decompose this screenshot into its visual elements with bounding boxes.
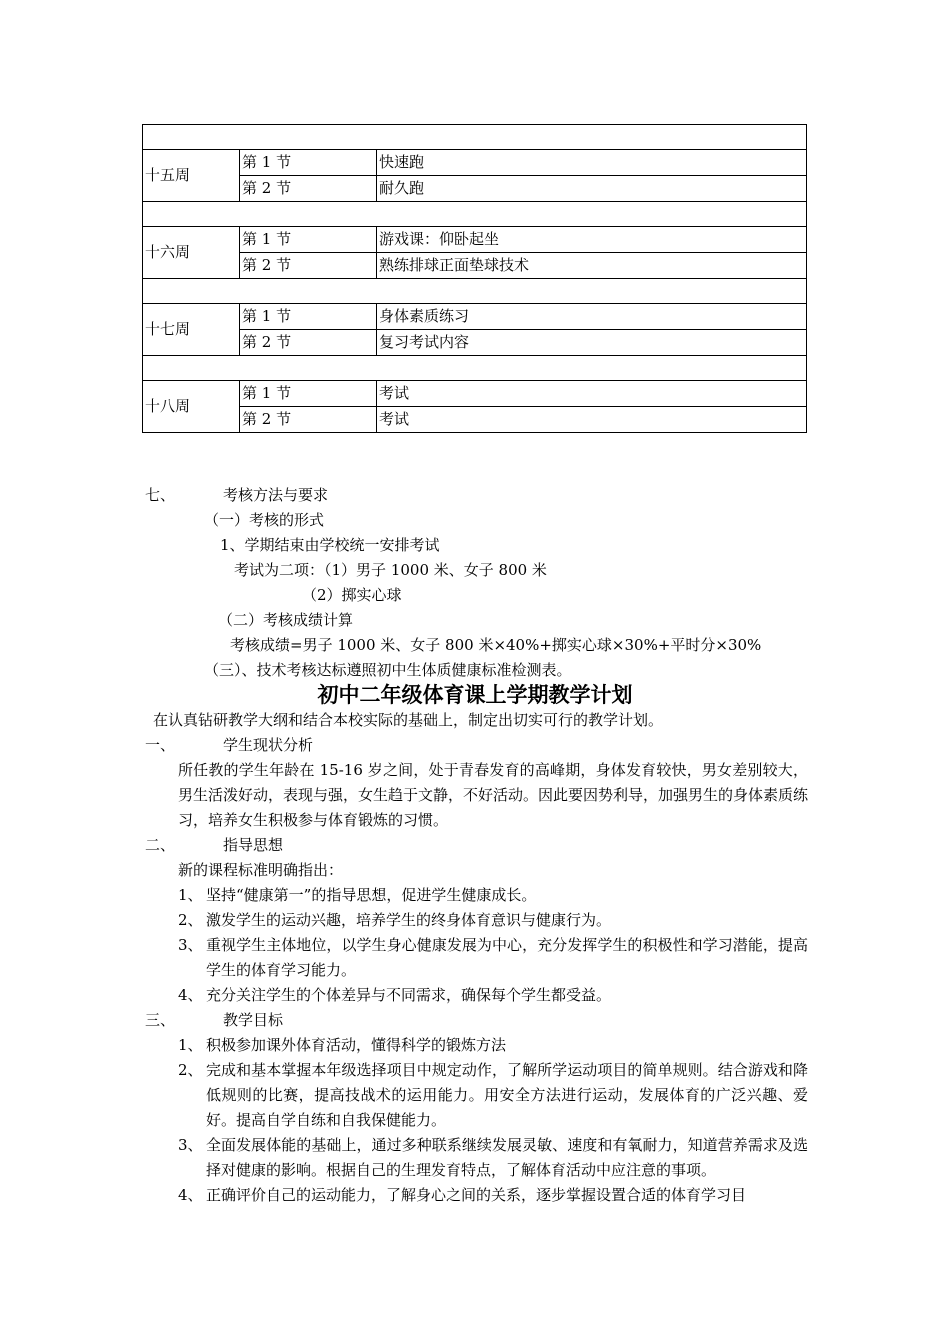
item-text: 积极参加课外体育活动，懂得科学的锻炼方法 [206,1036,507,1054]
list-item [178,933,808,983]
item-text: 充分关注学生的个体差异与不同需求，确保每个学生都受益。 [206,986,612,1004]
list-item [178,1133,808,1183]
table-row [143,330,807,356]
week-cell: 十五周 [143,150,240,202]
section-3-heading [145,1008,283,1033]
table-separator-row [143,279,807,304]
section-title: 考核方法与要求 [223,486,329,504]
section-cell: 第 1 节 [240,304,377,330]
item-text: 激发学生的运动兴趣，培养学生的终身体育意识与健康行为。 [206,911,612,929]
assessment-calc-formula: 考核成绩=男子 1000 米、女子 800 米×40%+掷实心球×30%+平时分×30% [230,636,762,654]
table-separator-row [143,202,807,227]
assessment-form-2: 考试为二项：（1）男子 1000 米、女子 800 米 [234,561,547,579]
item-number: 3、 [178,936,203,954]
table-row [143,253,807,279]
content-cell: 考试 [377,407,807,433]
table-row [143,304,807,330]
section-number: 三、 [145,1011,176,1029]
plan-intro: 在认真钻研教学大纲和结合本校实际的基础上，制定出切实可行的教学计划。 [153,711,664,729]
table-row [143,227,807,253]
assessment-standard: （三）、技术考核达标遵照初中生体质健康标准检测表。 [204,661,572,679]
item-number: 4、 [178,986,203,1004]
section-cell: 第 1 节 [240,227,377,253]
item-number: 1、 [178,886,203,904]
list-item [178,1183,808,1208]
content-cell: 身体素质练习 [377,304,807,330]
section-title: 学生现状分析 [223,736,314,754]
content-cell: 耐久跑 [377,176,807,202]
item-text: 重视学生主体地位，以学生身心健康发展为中心，充分发挥学生的积极性和学习潜能，提高学生的体育学习能力。 [206,936,808,979]
item-number: 2、 [178,911,203,929]
table-row [143,381,807,407]
assessment-form-1: 1、学期结束由学校统一安排考试 [220,536,440,554]
section-cell: 第 2 节 [240,407,377,433]
week-cell: 十六周 [143,227,240,279]
assessment-calc-title: （二）考核成绩计算 [218,611,354,629]
list-item [178,1058,808,1133]
section-1-heading [145,733,313,758]
content-cell: 考试 [377,381,807,407]
assessment-form-3: （2）掷实心球 [302,586,402,604]
list-item [178,883,808,908]
plan-title: 初中二年级体育课上学期教学计划 [317,683,633,707]
section-1-text: 所任教的学生年龄在 15-16 岁之间，处于青春发育的高峰期，身体发育较快，男女差别较大，男生活泼好动，表现与强，女生趋于文静，不好活动。因此要因势利导，加强男生的身体素质练习，培养女生积极参与体育锻炼的习惯。 [178,761,809,829]
section-2-lead: 新的课程标准明确指出： [178,861,344,879]
content-cell: 快速跑 [377,150,807,176]
item-number: 4、 [178,1186,203,1204]
week-cell: 十八周 [143,381,240,433]
week-cell: 十七周 [143,304,240,356]
section-cell: 第 2 节 [240,330,377,356]
section-title: 指导思想 [223,836,284,854]
table-row [143,407,807,433]
list-item [178,908,808,933]
table-separator-row [143,125,807,150]
item-text: 全面发展体能的基础上，通过多种联系继续发展灵敏、速度和有氧耐力，知道营养需求及选择对健康的影响。根据自己的生理发育特点，了解体育活动中应注意的事项。 [206,1136,808,1179]
section-number: 七、 [145,486,176,504]
table-row [143,176,807,202]
section-cell: 第 1 节 [240,381,377,407]
list-item [178,983,808,1008]
schedule-table [142,124,807,433]
table-row [143,150,807,176]
item-number: 2、 [178,1061,203,1079]
content-cell: 游戏课：仰卧起坐 [377,227,807,253]
item-text: 正确评价自己的运动能力，了解身心之间的关系，逐步掌握设置合适的体育学习目 [206,1186,747,1204]
item-number: 1、 [178,1036,203,1054]
section-cell: 第 2 节 [240,253,377,279]
item-text: 完成和基本掌握本年级选择项目中规定动作，了解所学运动项目的简单规则。结合游戏和降低规则的比赛，提高技战术的运用能力。用安全方法进行运动，发展体育的广泛兴趣、爱好。提高自学自练和自我保健能力。 [206,1061,808,1129]
section-title: 教学目标 [223,1011,284,1029]
content-cell: 熟练排球正面垫球技术 [377,253,807,279]
list-item [178,1033,808,1058]
assessment-heading [145,483,328,508]
item-text: 坚持“健康第一”的指导思想，促进学生健康成长。 [206,886,537,904]
section-2-heading [145,833,283,858]
section-number: 二、 [145,836,176,854]
section-number: 一、 [145,736,176,754]
assessment-form-title: （一）考核的形式 [204,511,325,529]
content-cell: 复习考试内容 [377,330,807,356]
item-number: 3、 [178,1136,203,1154]
section-cell: 第 2 节 [240,176,377,202]
section-cell: 第 1 节 [240,150,377,176]
table-separator-row [143,356,807,381]
